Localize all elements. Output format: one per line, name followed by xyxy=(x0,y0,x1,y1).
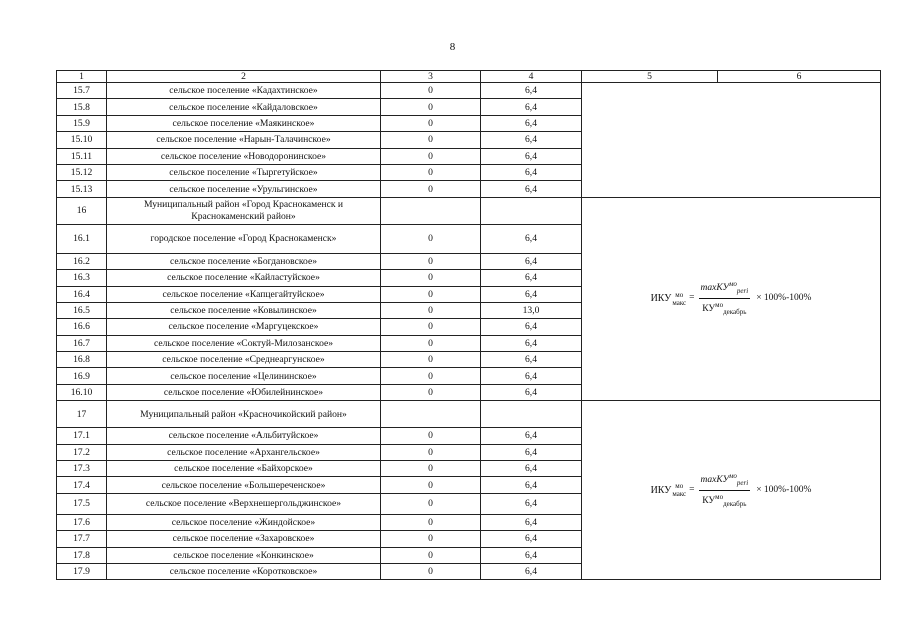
column-3-value: 0 xyxy=(381,286,481,302)
header-row xyxy=(57,71,881,83)
settlement-name: сельское поселение «Маякинское» xyxy=(107,115,381,131)
formula-tail: × 100%-100% xyxy=(756,293,812,304)
column-4-value: 6,4 xyxy=(481,352,582,368)
district-name: Муниципальный район «Красночикойский район» xyxy=(107,401,381,428)
row-number: 17.5 xyxy=(57,493,107,514)
column-3-value: 0 xyxy=(381,477,481,493)
formula-lhs: ИКУ xyxy=(650,293,672,305)
row-number: 16.4 xyxy=(57,286,107,302)
row-number: 17.6 xyxy=(57,514,107,530)
column-4-value: 6,4 xyxy=(481,99,582,115)
column-4-value: 6,4 xyxy=(481,132,582,148)
settlement-name: сельское поселение «Соктуй-Милозанское» xyxy=(107,335,381,351)
row-number: 16.9 xyxy=(57,368,107,384)
column-3-value: 0 xyxy=(381,181,481,197)
column-4-value: 6,4 xyxy=(481,148,582,164)
column-4-value: 6,4 xyxy=(481,384,582,400)
settlement-name: сельское поселение «Архангельское» xyxy=(107,444,381,460)
column-4-value: 6,4 xyxy=(481,224,582,253)
settlement-name: сельское поселение «Конкинское» xyxy=(107,547,381,563)
column-4-value: 6,4 xyxy=(481,444,582,460)
page-number: 8 xyxy=(449,41,456,53)
settlement-name: сельское поселение «Захаровское» xyxy=(107,531,381,547)
formula-num-base: maxКУ xyxy=(700,283,729,294)
formula-fraction xyxy=(699,279,751,318)
tariff-table xyxy=(56,70,881,580)
settlement-name: сельское поселение «Ковылинское» xyxy=(107,302,381,318)
column-3-value: 0 xyxy=(381,319,481,335)
column-header: 1 xyxy=(57,71,107,83)
column-4-value: 6,4 xyxy=(481,270,582,286)
settlement-name: сельское поселение «Верхнешергольджинское» xyxy=(107,493,381,514)
formula-numerator xyxy=(699,471,751,491)
formula-num-sup: мо xyxy=(728,471,737,480)
row-number: 17.9 xyxy=(57,563,107,579)
formula-den-sub: декабрь xyxy=(723,499,747,508)
empty-cell xyxy=(481,197,582,224)
district-number: 16 xyxy=(57,197,107,224)
settlement-name: сельское поселение «Большереченское» xyxy=(107,477,381,493)
column-3-value: 0 xyxy=(381,148,481,164)
column-3-value: 0 xyxy=(381,444,481,460)
settlement-name: сельское поселение «Тыргетуйское» xyxy=(107,164,381,180)
column-3-value: 0 xyxy=(381,302,481,318)
settlement-name: сельское поселение «Кайластуйское» xyxy=(107,270,381,286)
formula-num-sub: peri xyxy=(736,287,749,296)
row-number: 16.7 xyxy=(57,335,107,351)
formula-lhs-indices xyxy=(672,291,686,307)
column-4-value: 6,4 xyxy=(481,115,582,131)
column-3-value: 0 xyxy=(381,352,481,368)
settlement-name: городское поселение «Город Краснокаменск» xyxy=(107,224,381,253)
column-header: 4 xyxy=(481,71,582,83)
column-3-value: 0 xyxy=(381,368,481,384)
column-4-value: 6,4 xyxy=(481,335,582,351)
row-number: 16.6 xyxy=(57,319,107,335)
formula-den-base: КУ xyxy=(702,304,716,315)
row-number: 15.9 xyxy=(57,115,107,131)
formula-num-sub: peri xyxy=(736,478,749,487)
formula-lhs-sub: макс xyxy=(672,490,687,499)
formula-lhs-sup: мо xyxy=(675,290,684,299)
settlement-name: сельское поселение «Капцегайтуйское» xyxy=(107,286,381,302)
column-4-value: 6,4 xyxy=(481,181,582,197)
row-number: 16.10 xyxy=(57,384,107,400)
empty-cell xyxy=(381,197,481,224)
settlement-name: сельское поселение «Коротковское» xyxy=(107,563,381,579)
empty-cell xyxy=(381,401,481,428)
column-4-value: 6,4 xyxy=(481,563,582,579)
column-3-value: 0 xyxy=(381,253,481,269)
column-4-value: 6,4 xyxy=(481,461,582,477)
column-header: 2 xyxy=(107,71,381,83)
row-number: 15.11 xyxy=(57,148,107,164)
formula-eq: = xyxy=(689,484,695,495)
row-number: 15.7 xyxy=(57,83,107,99)
district-name: Муниципальный район «Город Краснокаменск и Краснокаменский район» xyxy=(107,197,381,224)
row-number: 17.7 xyxy=(57,531,107,547)
row-number: 16.1 xyxy=(57,224,107,253)
column-4-value: 6,4 xyxy=(481,83,582,99)
row-number: 15.8 xyxy=(57,99,107,115)
column-3-value: 0 xyxy=(381,461,481,477)
settlement-name: сельское поселение «Маргуцекское» xyxy=(107,319,381,335)
column-3-value: 0 xyxy=(381,428,481,444)
formula-lhs-indices xyxy=(672,482,686,498)
column-3-value: 0 xyxy=(381,115,481,131)
column-3-value: 0 xyxy=(381,563,481,579)
empty-cell xyxy=(582,83,881,198)
settlement-name: сельское поселение «Среднеаргунское» xyxy=(107,352,381,368)
row-number: 17.3 xyxy=(57,461,107,477)
formula-den-sup: мо xyxy=(715,492,724,501)
column-3-value: 0 xyxy=(381,335,481,351)
formula-den-sup: мо xyxy=(715,301,724,310)
formula-cell-16 xyxy=(582,197,881,401)
row-number: 17.8 xyxy=(57,547,107,563)
column-3-value: 0 xyxy=(381,547,481,563)
settlement-name: сельское поселение «Кайдаловское» xyxy=(107,99,381,115)
column-4-value: 6,4 xyxy=(481,164,582,180)
column-4-value: 6,4 xyxy=(481,547,582,563)
column-3-value: 0 xyxy=(381,514,481,530)
formula-tail: × 100%-100% xyxy=(756,484,812,495)
column-4-value: 6,4 xyxy=(481,477,582,493)
column-4-value: 6,4 xyxy=(481,493,582,514)
row-number: 15.12 xyxy=(57,164,107,180)
settlement-name: сельское поселение «Целининское» xyxy=(107,368,381,384)
column-4-value: 6,4 xyxy=(481,253,582,269)
formula-eq: = xyxy=(689,293,695,304)
table-row xyxy=(57,83,881,99)
row-number: 16.5 xyxy=(57,302,107,318)
district-row xyxy=(57,197,881,224)
formula-lhs-sup: мо xyxy=(675,482,684,491)
column-3-value: 0 xyxy=(381,384,481,400)
settlement-name: сельское поселение «Байхорское» xyxy=(107,461,381,477)
row-number: 17.4 xyxy=(57,477,107,493)
empty-cell xyxy=(481,401,582,428)
column-4-value: 6,4 xyxy=(481,319,582,335)
row-number: 17.1 xyxy=(57,428,107,444)
column-3-value: 0 xyxy=(381,164,481,180)
column-3-value: 0 xyxy=(381,132,481,148)
formula-fraction xyxy=(699,471,751,510)
column-4-value: 6,4 xyxy=(481,428,582,444)
district-row xyxy=(57,401,881,428)
settlement-name: сельское поселение «Урульгинское» xyxy=(107,181,381,197)
formula-denominator xyxy=(700,299,748,318)
column-4-value: 6,4 xyxy=(481,368,582,384)
row-number: 16.3 xyxy=(57,270,107,286)
column-3-value: 0 xyxy=(381,224,481,253)
formula-lhs: ИКУ xyxy=(650,484,672,496)
settlement-name: сельское поселение «Жиндойское» xyxy=(107,514,381,530)
formula-cell-17 xyxy=(582,401,881,580)
column-4-value: 6,4 xyxy=(481,286,582,302)
formula-numerator xyxy=(699,279,751,299)
row-number: 17.2 xyxy=(57,444,107,460)
settlement-name: сельское поселение «Альбитуйское» xyxy=(107,428,381,444)
column-3-value: 0 xyxy=(381,493,481,514)
settlement-name: сельское поселение «Нарын-Талачинское» xyxy=(107,132,381,148)
formula-den-sub: декабрь xyxy=(723,308,747,317)
column-header: 3 xyxy=(381,71,481,83)
formula-num-base: maxКУ xyxy=(700,474,729,485)
column-header: 5 xyxy=(582,71,718,83)
row-number: 16.8 xyxy=(57,352,107,368)
formula-denominator xyxy=(700,491,748,510)
formula xyxy=(651,279,812,318)
settlement-name: сельское поселение «Юбилейнинское» xyxy=(107,384,381,400)
column-3-value: 0 xyxy=(381,83,481,99)
column-4-value: 6,4 xyxy=(481,514,582,530)
row-number: 15.10 xyxy=(57,132,107,148)
formula-lhs-sub: макс xyxy=(672,298,687,307)
column-4-value: 6,4 xyxy=(481,531,582,547)
row-number: 15.13 xyxy=(57,181,107,197)
district-number: 17 xyxy=(57,401,107,428)
column-3-value: 0 xyxy=(381,99,481,115)
row-number: 16.2 xyxy=(57,253,107,269)
formula xyxy=(651,471,812,510)
column-3-value: 0 xyxy=(381,531,481,547)
settlement-name: сельское поселение «Новодоронинское» xyxy=(107,148,381,164)
settlement-name: сельское поселение «Кадахтинское» xyxy=(107,83,381,99)
column-4-value: 13,0 xyxy=(481,302,582,318)
column-3-value: 0 xyxy=(381,270,481,286)
column-header: 6 xyxy=(718,71,881,83)
settlement-name: сельское поселение «Богдановское» xyxy=(107,253,381,269)
formula-den-base: КУ xyxy=(702,495,716,506)
formula-num-sup: мо xyxy=(728,280,737,289)
